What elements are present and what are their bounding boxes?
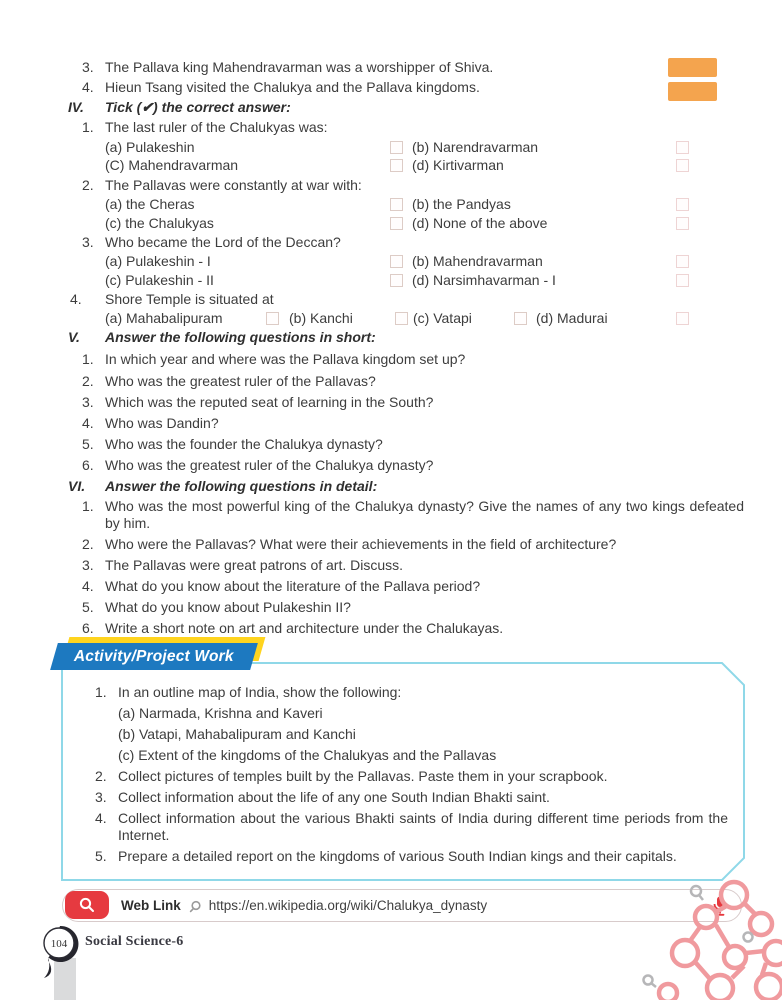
item-number: 5. bbox=[82, 436, 94, 452]
item-number: 4. bbox=[82, 578, 94, 594]
activity-item bbox=[68, 789, 728, 810]
section-vi-heading bbox=[68, 478, 748, 498]
answer-checkbox[interactable] bbox=[676, 312, 689, 325]
item-number: 3. bbox=[82, 557, 94, 573]
section-title: Answer the following questions in short: bbox=[105, 329, 376, 345]
item-number: 2. bbox=[95, 768, 107, 784]
activity-badge bbox=[52, 642, 264, 674]
activity-badge-label: Activity/Project Work bbox=[74, 647, 234, 665]
option-d: (d) Kirtivarman bbox=[412, 157, 504, 173]
option-c: (c) Vatapi bbox=[413, 310, 472, 326]
option-a: (a) Mahabalipuram bbox=[105, 310, 223, 326]
short-question bbox=[68, 351, 748, 373]
activity-item bbox=[68, 768, 728, 789]
section-number: VI. bbox=[68, 478, 86, 494]
answer-checkbox[interactable] bbox=[676, 198, 689, 211]
item-number: 1. bbox=[95, 684, 107, 700]
section-number: V. bbox=[68, 329, 80, 345]
answer-checkbox[interactable] bbox=[676, 274, 689, 287]
question-text: What do you know about Pulakeshin II? bbox=[105, 599, 351, 615]
activity-item bbox=[68, 684, 728, 705]
activity-item-text: Collect information about the various Bhakti saints of India during different time periods from the Internet. bbox=[118, 810, 728, 843]
answer-checkbox[interactable] bbox=[390, 159, 403, 172]
short-question bbox=[68, 415, 748, 436]
answer-checkbox[interactable] bbox=[514, 312, 527, 325]
activity-subitem bbox=[68, 726, 728, 747]
question-text: Who was Dandin? bbox=[105, 415, 219, 431]
option-c: (C) Mahendravarman bbox=[105, 157, 239, 173]
option-b: (b) Kanchi bbox=[289, 310, 353, 326]
page-number-bubble bbox=[38, 922, 88, 984]
item-number: 2. bbox=[82, 373, 94, 389]
page-number: 104 bbox=[50, 938, 68, 950]
activity-subitem-text: (c) Extent of the kingdoms of the Chalukyas and the Pallavas bbox=[118, 747, 497, 763]
option-a: (a) the Cheras bbox=[105, 196, 195, 212]
answer-checkbox[interactable] bbox=[390, 217, 403, 230]
activity-item-text: Collect pictures of temples built by the Pallavas. Paste them in your scrapbook. bbox=[118, 768, 608, 784]
exercise-content bbox=[68, 59, 748, 641]
activity-item bbox=[68, 810, 728, 844]
option-c: (c) Pulakeshin - II bbox=[105, 272, 214, 288]
item-number: 3. bbox=[82, 59, 94, 75]
option-a: (a) Pulakeshin - I bbox=[105, 253, 211, 269]
activity-subitem bbox=[68, 705, 728, 726]
question-text: Who were the Pallavas? What were their achievements in the field of architecture? bbox=[105, 536, 617, 552]
mcq-option-row bbox=[68, 272, 748, 291]
section-number: IV. bbox=[68, 99, 84, 115]
mcq-option-row bbox=[68, 310, 748, 329]
question-text: Write a short note on art and architecture under the Chalukayas. bbox=[105, 620, 504, 636]
question-number: 2. bbox=[82, 177, 94, 193]
tf-item bbox=[68, 79, 748, 99]
question-text: Which was the reputed seat of learning in the South? bbox=[105, 394, 434, 410]
mcq-option-row bbox=[68, 139, 748, 157]
tf-item bbox=[68, 59, 748, 79]
activity-content bbox=[68, 684, 728, 869]
activity-item bbox=[68, 848, 728, 869]
link-icon bbox=[189, 900, 202, 913]
detail-question bbox=[68, 498, 748, 532]
item-number: 1. bbox=[82, 498, 94, 514]
question-number: 3. bbox=[82, 234, 94, 250]
answer-checkbox[interactable] bbox=[676, 159, 689, 172]
question-text: Who was the founder the Chalukya dynasty? bbox=[105, 436, 383, 452]
question-text: Who became the Lord of the Deccan? bbox=[105, 234, 341, 250]
question-text: Shore Temple is situated at bbox=[105, 291, 274, 307]
weblink-search-pill bbox=[65, 891, 109, 919]
decor-circles bbox=[632, 875, 782, 1000]
option-a: (a) Pulakeshin bbox=[105, 139, 195, 155]
tf-item-text: The Pallava king Mahendravarman was a worshipper of Shiva. bbox=[105, 59, 494, 75]
question-text: Who was the most powerful king of the Chalukya dynasty? Give the names of any two kings defeated by him. bbox=[105, 498, 744, 531]
item-number: 5. bbox=[95, 848, 107, 864]
activity-subitem bbox=[68, 747, 728, 768]
activity-item-text: Collect information about the life of any one South Indian Bhakti saint. bbox=[118, 789, 550, 805]
section-title: Tick (✔) the correct answer: bbox=[105, 99, 291, 115]
item-number: 4. bbox=[82, 415, 94, 431]
mcq-question bbox=[68, 291, 748, 310]
question-text: The Pallavas were constantly at war with: bbox=[105, 177, 362, 193]
activity-item-text: Prepare a detailed report on the kingdoms of various South Indian kings and their capitals. bbox=[118, 848, 677, 864]
weblink-url[interactable]: https://en.wikipedia.org/wiki/Chalukya_dynasty bbox=[208, 898, 488, 913]
option-d: (d) None of the above bbox=[412, 215, 548, 231]
section-title: Answer the following questions in detail: bbox=[105, 478, 378, 494]
answer-checkbox[interactable] bbox=[676, 141, 689, 154]
item-number: 1. bbox=[82, 351, 94, 367]
item-number: 2. bbox=[82, 536, 94, 552]
answer-checkbox[interactable] bbox=[395, 312, 408, 325]
answer-checkbox[interactable] bbox=[390, 141, 403, 154]
item-number: 5. bbox=[82, 599, 94, 615]
mcq-question bbox=[68, 234, 748, 253]
answer-checkbox[interactable] bbox=[676, 217, 689, 230]
option-d: (d) Madurai bbox=[536, 310, 608, 326]
activity-subitem-text: (b) Vatapi, Mahabalipuram and Kanchi bbox=[118, 726, 356, 742]
tf-item-text: Hieun Tsang visited the Chalukya and the Pallava kingdoms. bbox=[105, 79, 480, 95]
activity-item-text: In an outline map of India, show the following: bbox=[118, 684, 402, 700]
detail-question bbox=[68, 536, 748, 557]
mcq-option-row bbox=[68, 215, 748, 234]
detail-question bbox=[68, 599, 748, 620]
option-b: (b) Mahendravarman bbox=[412, 253, 543, 269]
question-text: The last ruler of the Chalukyas was: bbox=[105, 119, 328, 135]
short-question bbox=[68, 373, 748, 394]
short-question bbox=[68, 457, 748, 478]
question-number: 4. bbox=[70, 291, 82, 307]
option-b: (b) Narendravarman bbox=[412, 139, 539, 155]
book-title: Social Science-6 bbox=[85, 934, 184, 949]
answer-checkbox[interactable] bbox=[676, 255, 689, 268]
item-number: 6. bbox=[82, 457, 94, 473]
option-c: (c) the Chalukyas bbox=[105, 215, 214, 231]
question-text: In which year and where was the Pallava kingdom set up? bbox=[105, 351, 466, 367]
detail-question bbox=[68, 578, 748, 599]
answer-checkbox[interactable] bbox=[390, 274, 403, 287]
mcq-option-row bbox=[68, 253, 748, 272]
short-question bbox=[68, 394, 748, 415]
mcq-option-row bbox=[68, 157, 748, 177]
item-number: 4. bbox=[95, 810, 107, 826]
item-number: 6. bbox=[82, 620, 94, 636]
question-text: Who was the greatest ruler of the Pallavas? bbox=[105, 373, 376, 389]
mcq-option-row bbox=[68, 196, 748, 215]
item-number: 3. bbox=[95, 789, 107, 805]
badge-blue-ribbon bbox=[50, 643, 258, 670]
mcq-question bbox=[68, 177, 748, 196]
section-iv-heading bbox=[68, 99, 748, 119]
option-d: (d) Narsimhavarman - I bbox=[412, 272, 556, 288]
weblink-label: Web Link bbox=[121, 898, 181, 913]
answer-checkbox[interactable] bbox=[390, 198, 403, 211]
mcq-question bbox=[68, 119, 748, 139]
search-icon bbox=[78, 896, 96, 914]
question-number: 1. bbox=[82, 119, 94, 135]
item-number: 3. bbox=[82, 394, 94, 410]
activity-subitem-text: (a) Narmada, Krishna and Kaveri bbox=[118, 705, 323, 721]
short-question bbox=[68, 436, 748, 457]
answer-checkbox[interactable] bbox=[390, 255, 403, 268]
detail-question bbox=[68, 557, 748, 578]
item-number: 4. bbox=[82, 79, 94, 95]
section-v-heading bbox=[68, 329, 748, 351]
question-text: What do you know about the literature of the Pallava period? bbox=[105, 578, 481, 594]
answer-checkbox[interactable] bbox=[266, 312, 279, 325]
question-text: The Pallavas were great patrons of art. Discuss. bbox=[105, 557, 404, 573]
option-b: (b) the Pandyas bbox=[412, 196, 511, 212]
question-text: Who was the greatest ruler of the Chalukya dynasty? bbox=[105, 457, 434, 473]
